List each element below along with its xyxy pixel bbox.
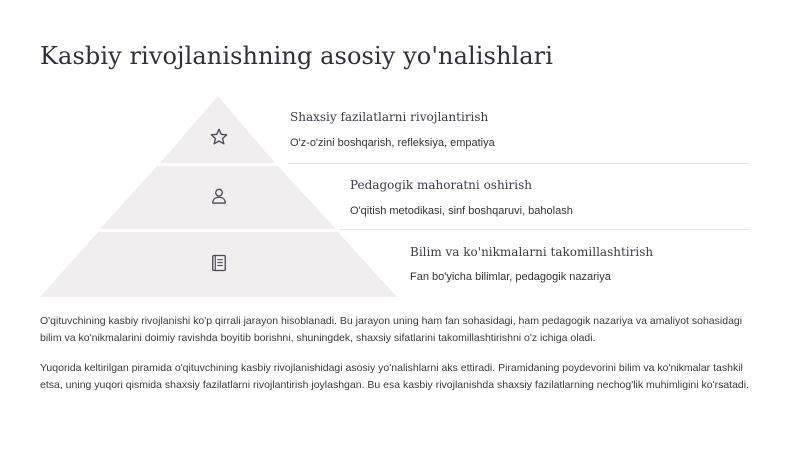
tier-description-knowledge: Fan bo'yicha bilimlar, pedagogik nazariya <box>410 271 611 283</box>
book-icon <box>209 253 229 273</box>
tier-heading-pedagogical: Pedagogik mahoratni oshirish <box>350 178 532 192</box>
star-icon <box>209 127 229 147</box>
tier-heading-knowledge: Bilim va ko'nikmalarni takomillashtirish <box>410 245 654 259</box>
tier-heading-personal: Shaxsiy fazilatlarni rivojlantirish <box>290 110 489 124</box>
body-paragraph-explanation: Yuqorida keltirilgan piramida o'qituvchining kasbiy rivojlanishidagi asosiy yo'nalishlarni aks ettiradi. Piramidaning poydevorini bilim va ko'nikmalar tashkil etsa, uning yuqori qismida shaxsiy fazilatlarni rivojlantirish joylashgan. Bu esa kasbiy rivojlanishda shaxsiy fazilatlarning nechog'lik muhimligini ko'rsatadi. <box>40 362 750 391</box>
tier-divider <box>288 163 750 164</box>
tier-description-personal: O'z-o'zini boshqarish, refleksiya, empatiya <box>290 137 495 149</box>
body-paragraph-intro: O'qituvchining kasbiy rivojlanishi ko'p qirrali jarayon hisoblanadi. Bu jarayon uning ham fan sohasidagi, ham pedagogik nazariya va amaliyot sohasidagi bilim va ko'nikmalarini doimiy ravishda boyitib borishni, shuningdek, shaxsiy sifatlarini takomillashtirishni o'z ichiga oladi. <box>40 315 743 344</box>
user-icon <box>209 186 229 206</box>
page-title: Kasbiy rivojlanishning asosiy yo'nalishlari <box>40 42 554 70</box>
tier-description-pedagogical: O'qitish metodikasi, sinf boshqaruvi, baholash <box>350 205 573 217</box>
tier-divider <box>340 229 750 230</box>
